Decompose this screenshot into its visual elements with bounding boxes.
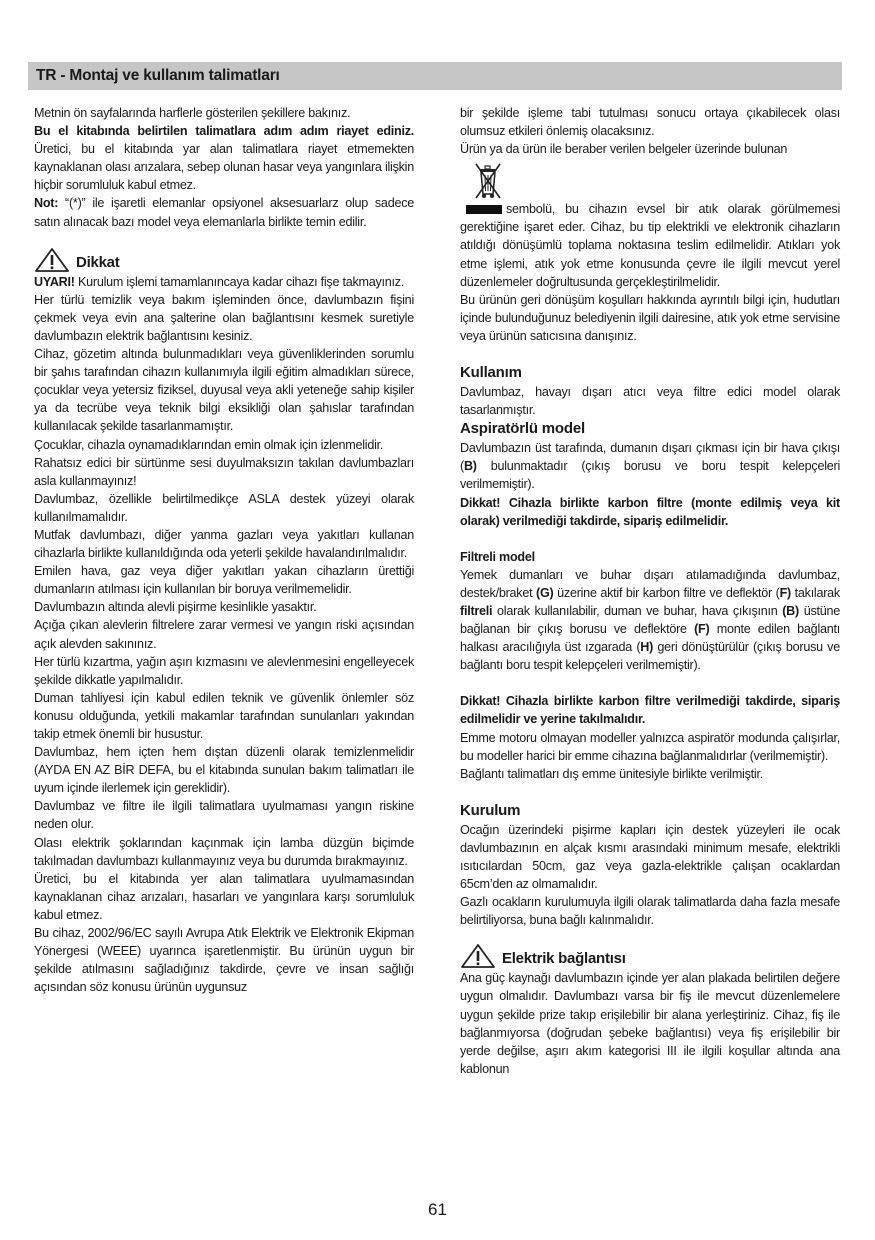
weee-text: sembolü, bu cihazın evsel bir atık olarak görülmemesi gerektiğine işaret eder. Cihaz, bu tip elektrikli ve elektronik cihazların atıldığı dönüşümlü toplama noktasına teslim edilmelidir. Atıkları yok etme işlemi, atık yok etme konusunda çevre ile ilgili mevcut yerel düzenlemeler doğrultusunda gerçekleştirilmelidir. [460,202,840,289]
safety-paragraph: Bu cihaz, 2002/96/EC sayılı Avrupa Atık Elektrik ve Elektronik Ekipman Yönergesi (WEEE) uyarınca işaretlenmiştir. Bu ürünün uygun bir şekilde atılmasını sağladığınız takdirde, çevre ve insan sağlığı açısından söz konusu ürünün uygunsuz [34,926,414,995]
warning-triangle-icon [34,247,70,273]
safety-paragraph: Davlumbaz ve filtre ile ilgili talimatlara uyulmaması yangın riskine neden olur. [34,799,414,832]
weee-bar-icon [466,205,502,214]
filter-text: üzerine aktif bir karbon filtre ve deflektör ( [553,585,780,600]
crossed-out-bin-icon [474,160,502,200]
safety-paragraph: Çocuklar, cihazla oynamadıklarından emin olmak için izlenmelidir. [34,437,384,452]
aspirator-text: Davlumbazın üst tarafında, dumanın dışarı çıkması için bir hava çıkışı ( [460,441,840,474]
caution-heading [34,247,414,273]
intro-rest: Üretici, bu el kitabında yar alan talimatlara riayet etmemekten kaynaklanan olası arızalara, sebep olunan hasar veya yangınlara ilişkin hiçbir sorumluluk kabul etmez. [34,142,414,193]
aspirator-heading: Aspiratörlü model [460,420,585,438]
filter-ref: (B) [782,603,799,618]
installation-paragraph-2: Gazlı ocakların kurulumuyla ilgili olarak talimatlarda daha fazla mesafe belirtiliyorsa, buna bağlı kalınmalıdır. [460,895,840,928]
filter-warning [460,692,840,728]
electrical-title: Elektrik bağlantısı [502,950,626,968]
right-column [460,104,840,1078]
filter-text: üstüne bağlanan bir çıkış borusu ve deflektöre [460,603,841,637]
usage-paragraph: Davlumbaz, havayı dışarı atıcı veya filtre edici model olarak tasarlanmıştır. [460,385,840,418]
electrical-paragraph: Ana güç kaynağı davlumbazın içinde yer alan plakada belirtilen değere uygun olmalıdır. Davlumbazı varsa bir fiş ile mevcut düzenlemelere uygun şekilde prize takıp erişilebilir bir alana yerleştiriniz. Cihaz, fiş ile bağlanmıyorsa (doğrudan şebeke bağlantısı) veya fiş erişilebilir bir yerde değilse, aşırı akım kategorisi III ile ilgili koşullar altında ana kablonun [460,971,840,1076]
filter-text: takılarak [790,585,840,600]
filter-text: olarak kullanılabilir, duman ve buhar, hava çıkışının [492,603,783,618]
section-header [28,62,842,90]
intro-paragraph: Metnin ön sayfalarında harflerle gösterilen şekillere bakınız. [34,106,351,120]
filter-paragraph-2: Emme motoru olmayan modeller yalnızca aspiratör modunda çalışırlar, bu modeller harici bir emme cihazına bağlanmalıdırlar (verilmemiştir). [460,730,840,763]
filter-ref: (F) [694,622,710,637]
safety-paragraph: Rahatsız edici bir sürtünme sesi duyulmaksızın takılan davlumbazları asla kullanmayınız! [34,455,414,488]
safety-paragraph: Cihaz, gözetim altında bulunmadıkları veya güvenliklerinden sorumlu bir şahıs tarafından cihazın kullanımıyla ilgili eğitim almadıkları sürece, çocuklar veya yetersiz fiziksel, duyusal veya akli yeteneğe sahip kişiler ya da tecrübe veya teknik bilgi eksikliği olan şahıslar tarafından kullanılacak şekilde tasarlanmamıştır. [34,347,414,434]
filter-warning-text: Dikkat! Cihazla birlikte karbon filtre verilmediği takdirde, sipariş edilmelidir ve yerine takılmalıdır. [460,694,840,727]
note-paragraph [34,194,414,230]
filter-heading: Filtreli model [460,549,535,564]
filter-ref: F) [779,585,791,600]
safety-paragraph: Her türlü kızartma, yağın aşırı kızmasını ve alevlenmesini engelleyecek şekilde dikkatle yapılmalıdır. [34,654,414,687]
aspirator-text-2: bulunmaktadır (çıkış borusu ve boru tespit kelepçeleri verilmemiştir). [460,459,840,492]
safety-paragraph: Emilen hava, gaz veya diğer yakıtları yakan cihazların ürettiği dumanların atılması için kullanılan bir boruya verilmemelidir. [34,564,414,597]
warning-text: Kurulum işlemi tamamlanıncaya kadar cihazı fişe takmayınız. [74,274,405,289]
intro-bold: Bu el kitabında belirtilen talimatlara adım adım riayet ediniz. [34,124,414,139]
left-column [34,104,414,996]
filter-text: Yemek dumanları ve buhar dışarı atılamadığında davlumbaz, destek/braket [460,567,840,600]
aspirator-warning [460,494,840,530]
page-number: 61 [428,1200,447,1219]
intro-instructions [34,122,414,194]
warning-paragraph [34,273,414,291]
aspirator-paragraph [460,439,840,493]
note-text: “(*)” ile işaretli elemanlar opsiyonel aksesuarlarz olup sadece satın alınacak bazı model veya elemanlarla birlikte temin edilir. [34,196,414,229]
safety-paragraph: Açığa çıkan alevlerin filtrelere zarar vermesi ve yangın riski açısından açık alevden sakınınız. [34,618,414,651]
safety-paragraph: Her türlü temizlik veya bakım işleminden önce, davlumbazın fişini çekmek veya evin ana şalterine olan bağlantısını kesmek suretiyle davlumbazın elektrik bağlantısını kesiniz. [34,292,414,343]
installation-heading: Kurulum [460,801,521,819]
weee-paragraph-continued: bir şekilde işleme tabi tutulması sonucu ortaya çıkabilecek olası olumsuz etkileri önlemiş olacaksınız. [460,106,840,139]
electrical-heading [460,943,840,969]
filter-paragraph-3: Bağlantı talimatları dış emme ünitesiyle birlikte verilmiştir. [460,766,763,781]
filter-ref: filtreli [460,603,493,618]
safety-paragraph: Davlumbaz, özellikle belirtilmedikçe ASLA destek yüzeyi olarak kullanılmamalıdır. [34,491,414,524]
installation-paragraph: Ocağın üzerindeki pişirme kapları için destek yüzeyleri ile ocak davlumbazının en alçak kısmı arasındaki minimum mesafe, elektrikli ısıtıcılardan 50cm, gaz veya gazla-elektrikle çalışan ocaklardan 65cm’den az olmamalıdır. [460,822,840,892]
safety-paragraph: Üretici, bu el kitabında yer alan talimatlara uyulmamasından kaynaklanan cihaz arızaları, hasarları ve yangınlara karşı sorumluluk kabul etmez. [34,871,414,922]
safety-paragraph: Mutfak davlumbazı, diğer yanma gazları veya yakıtları kullanan cihazlarla birlikte kullanıldığında oda yeterli şekilde havalandırılmalıdır. [34,527,414,561]
aspirator-warning-text: Dikkat! Cihazla birlikte karbon filtre (monte edilmiş veya kit olarak) verilmediği takdirde, sipariş edilmelidir. [460,495,840,528]
page-title: TR - Montaj ve kullanım talimatları [36,67,280,84]
filter-ref: H) [640,640,654,655]
filter-text: monte edilen bağlantı halkası aracılığıyla üst ızgarada ( [460,622,840,655]
filter-ref: (G) [536,585,554,600]
weee-paragraph-intro: Ürün ya da ürün ile beraber verilen belgeler üzerinde bulunan [460,142,788,157]
filter-text: geri dönüştürülür (çıkış borusu ve bağlantı boru tespit kelepçeleri verilmemiştir). [460,640,840,673]
usage-heading: Kullanım [460,364,522,382]
weee-paragraph [460,200,840,290]
safety-paragraph: Davlumbaz, hem içten hem dıştan düzenli olarak temizlenmelidir (AYDA EN AZ BİR DEFA, bu el kitabında sunulan bakım talimatları ile uyum içinde ilerlemek için gereklidir). [34,745,414,796]
safety-paragraph: Davlumbazın altında alevli pişirme kesinlikle yasaktır. [34,600,317,615]
caution-title: Dikkat [76,253,120,271]
filter-paragraph [460,566,840,675]
recycling-paragraph: Bu ürünün geri dönüşüm koşulları hakkında ayrıntılı bilgi için, hudutları içinde bulunduğunuz belediyenin ilgili dairesine, atık yok etme servisine veya ürünün satıcısına danışınız. [460,292,840,343]
warning-triangle-icon [460,943,496,969]
safety-paragraph: Duman tahliyesi için kabul edilen teknik ve güvenlik önlemler söz konusu olduğunda, yetkili makamlar tarafından sunulanları yakından takip etmek önemli bir husustur. [34,690,414,741]
note-label: Not: [34,196,59,211]
aspirator-ref: B) [463,459,477,474]
safety-paragraph: Olası elektrik şoklarından kaçınmak için lamba düzgün biçimde takılmadan davlumbazı kullanmayınız veya bu durumda bırakmayınız. [34,835,414,868]
warning-label: UYARI! [34,274,75,289]
